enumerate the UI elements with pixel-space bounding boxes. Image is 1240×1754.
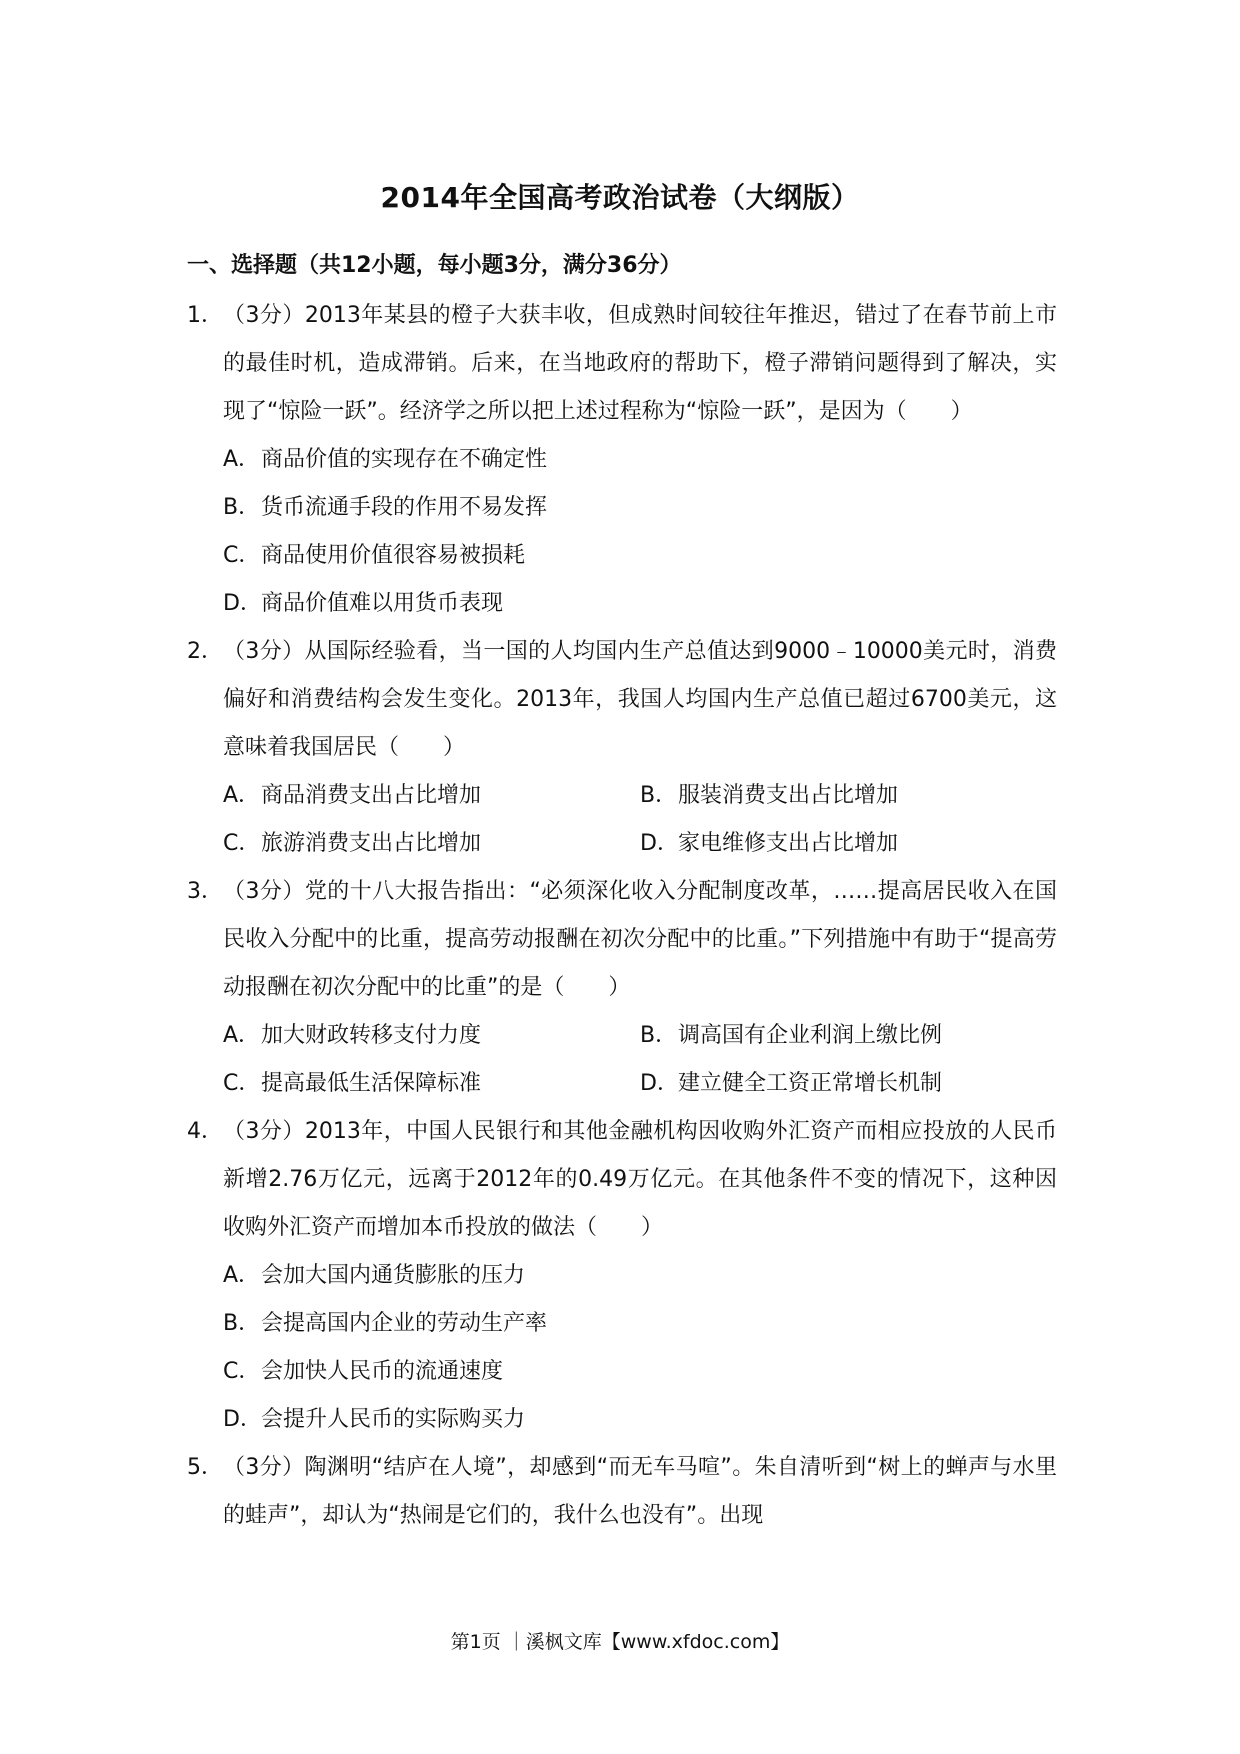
option-a: A．商品消费支出占比增加 [223, 783, 482, 808]
option-d: D．家电维修支出占比增加 [640, 831, 899, 856]
question-1 [187, 292, 1057, 436]
question-3 [187, 868, 1057, 1012]
question-4 [187, 1108, 1057, 1252]
page-footer: 第1页 ｜溪枫文库【www.xfdoc.com】 [450, 1631, 790, 1653]
option-b: B．货币流通手段的作用不易发挥 [223, 495, 548, 520]
option-c: C．会加快人民币的流通速度 [223, 1359, 504, 1384]
question-stem: （3分）2013年，中国人民银行和其他金融机构因收购外汇资产而相应投放的人民币新增2.76万亿元，远离于2012年的0.49万亿元。在其他条件不变的情况下，这种因收购外汇资产而增加本币投放的做法（ ） [223, 1119, 1057, 1240]
question-stem: （3分）2013年某县的橙子大获丰收，但成熟时间较往年推迟，错过了在春节前上市的最佳时机，造成滞销。后来，在当地政府的帮助下，橙子滞销问题得到了解决，实现了“惊险一跃”。经济学之所以把上述过程称为“惊险一跃”，是因为（ ） [223, 303, 1057, 424]
option-c: C．商品使用价值很容易被损耗 [223, 543, 526, 568]
option-a: A．会加大国内通货膨胀的压力 [223, 1263, 526, 1288]
question-stem: （3分）党的十八大报告指出：“必须深化收入分配制度改革，……提高居民收入在国民收入分配中的比重，提高劳动报酬在初次分配中的比重。”下列措施中有助于“提高劳动报酬在初次分配中的比重”的是（ ） [223, 879, 1057, 1000]
option-c: C．提高最低生活保障标准 [223, 1071, 482, 1096]
option-b: B．会提高国内企业的劳动生产率 [223, 1311, 548, 1336]
question-list [187, 292, 1057, 1540]
option-d: D．建立健全工资正常增长机制 [640, 1071, 943, 1096]
question-5 [187, 1444, 1057, 1540]
question-stem: （3分）陶渊明“结庐在人境”，却感到“而无车马喧”。朱自清听到“树上的蝉声与水里的蛙声”，却认为“热闹是它们的，我什么也没有”。出现 [223, 1455, 1057, 1528]
option-d: D．会提升人民币的实际购买力 [223, 1407, 526, 1432]
option-b: B．调高国有企业利润上缴比例 [640, 1023, 943, 1048]
question-number: 4． [187, 1119, 223, 1144]
option-a: A．加大财政转移支付力度 [223, 1023, 482, 1048]
question-stem: （3分）从国际经验看，当一国的人均国内生产总值达到9000﹣10000美元时，消费偏好和消费结构会发生变化。2013年，我国人均国内生产总值已超过6700美元，这意味着我国居民（ ） [223, 639, 1057, 760]
question-number: 5． [187, 1455, 223, 1480]
option-c: C．旅游消费支出占比增加 [223, 831, 482, 856]
options-q1 [187, 436, 1057, 628]
options-q4 [187, 1252, 1057, 1444]
section-heading: 一、选择题（共12小题，每小题3分，满分36分） [187, 253, 682, 278]
options-q3 [187, 1012, 1057, 1108]
question-number: 2． [187, 639, 223, 664]
question-2 [187, 628, 1057, 772]
page-title: 2014年全国高考政治试卷（大纲版） [380, 181, 860, 214]
option-d: D．商品价值难以用货币表现 [223, 591, 504, 616]
question-number: 3． [187, 879, 223, 904]
option-a: A．商品价值的实现存在不确定性 [223, 447, 548, 472]
options-q2 [187, 772, 1057, 868]
option-b: B．服装消费支出占比增加 [640, 783, 899, 808]
question-number: 1． [187, 303, 223, 328]
